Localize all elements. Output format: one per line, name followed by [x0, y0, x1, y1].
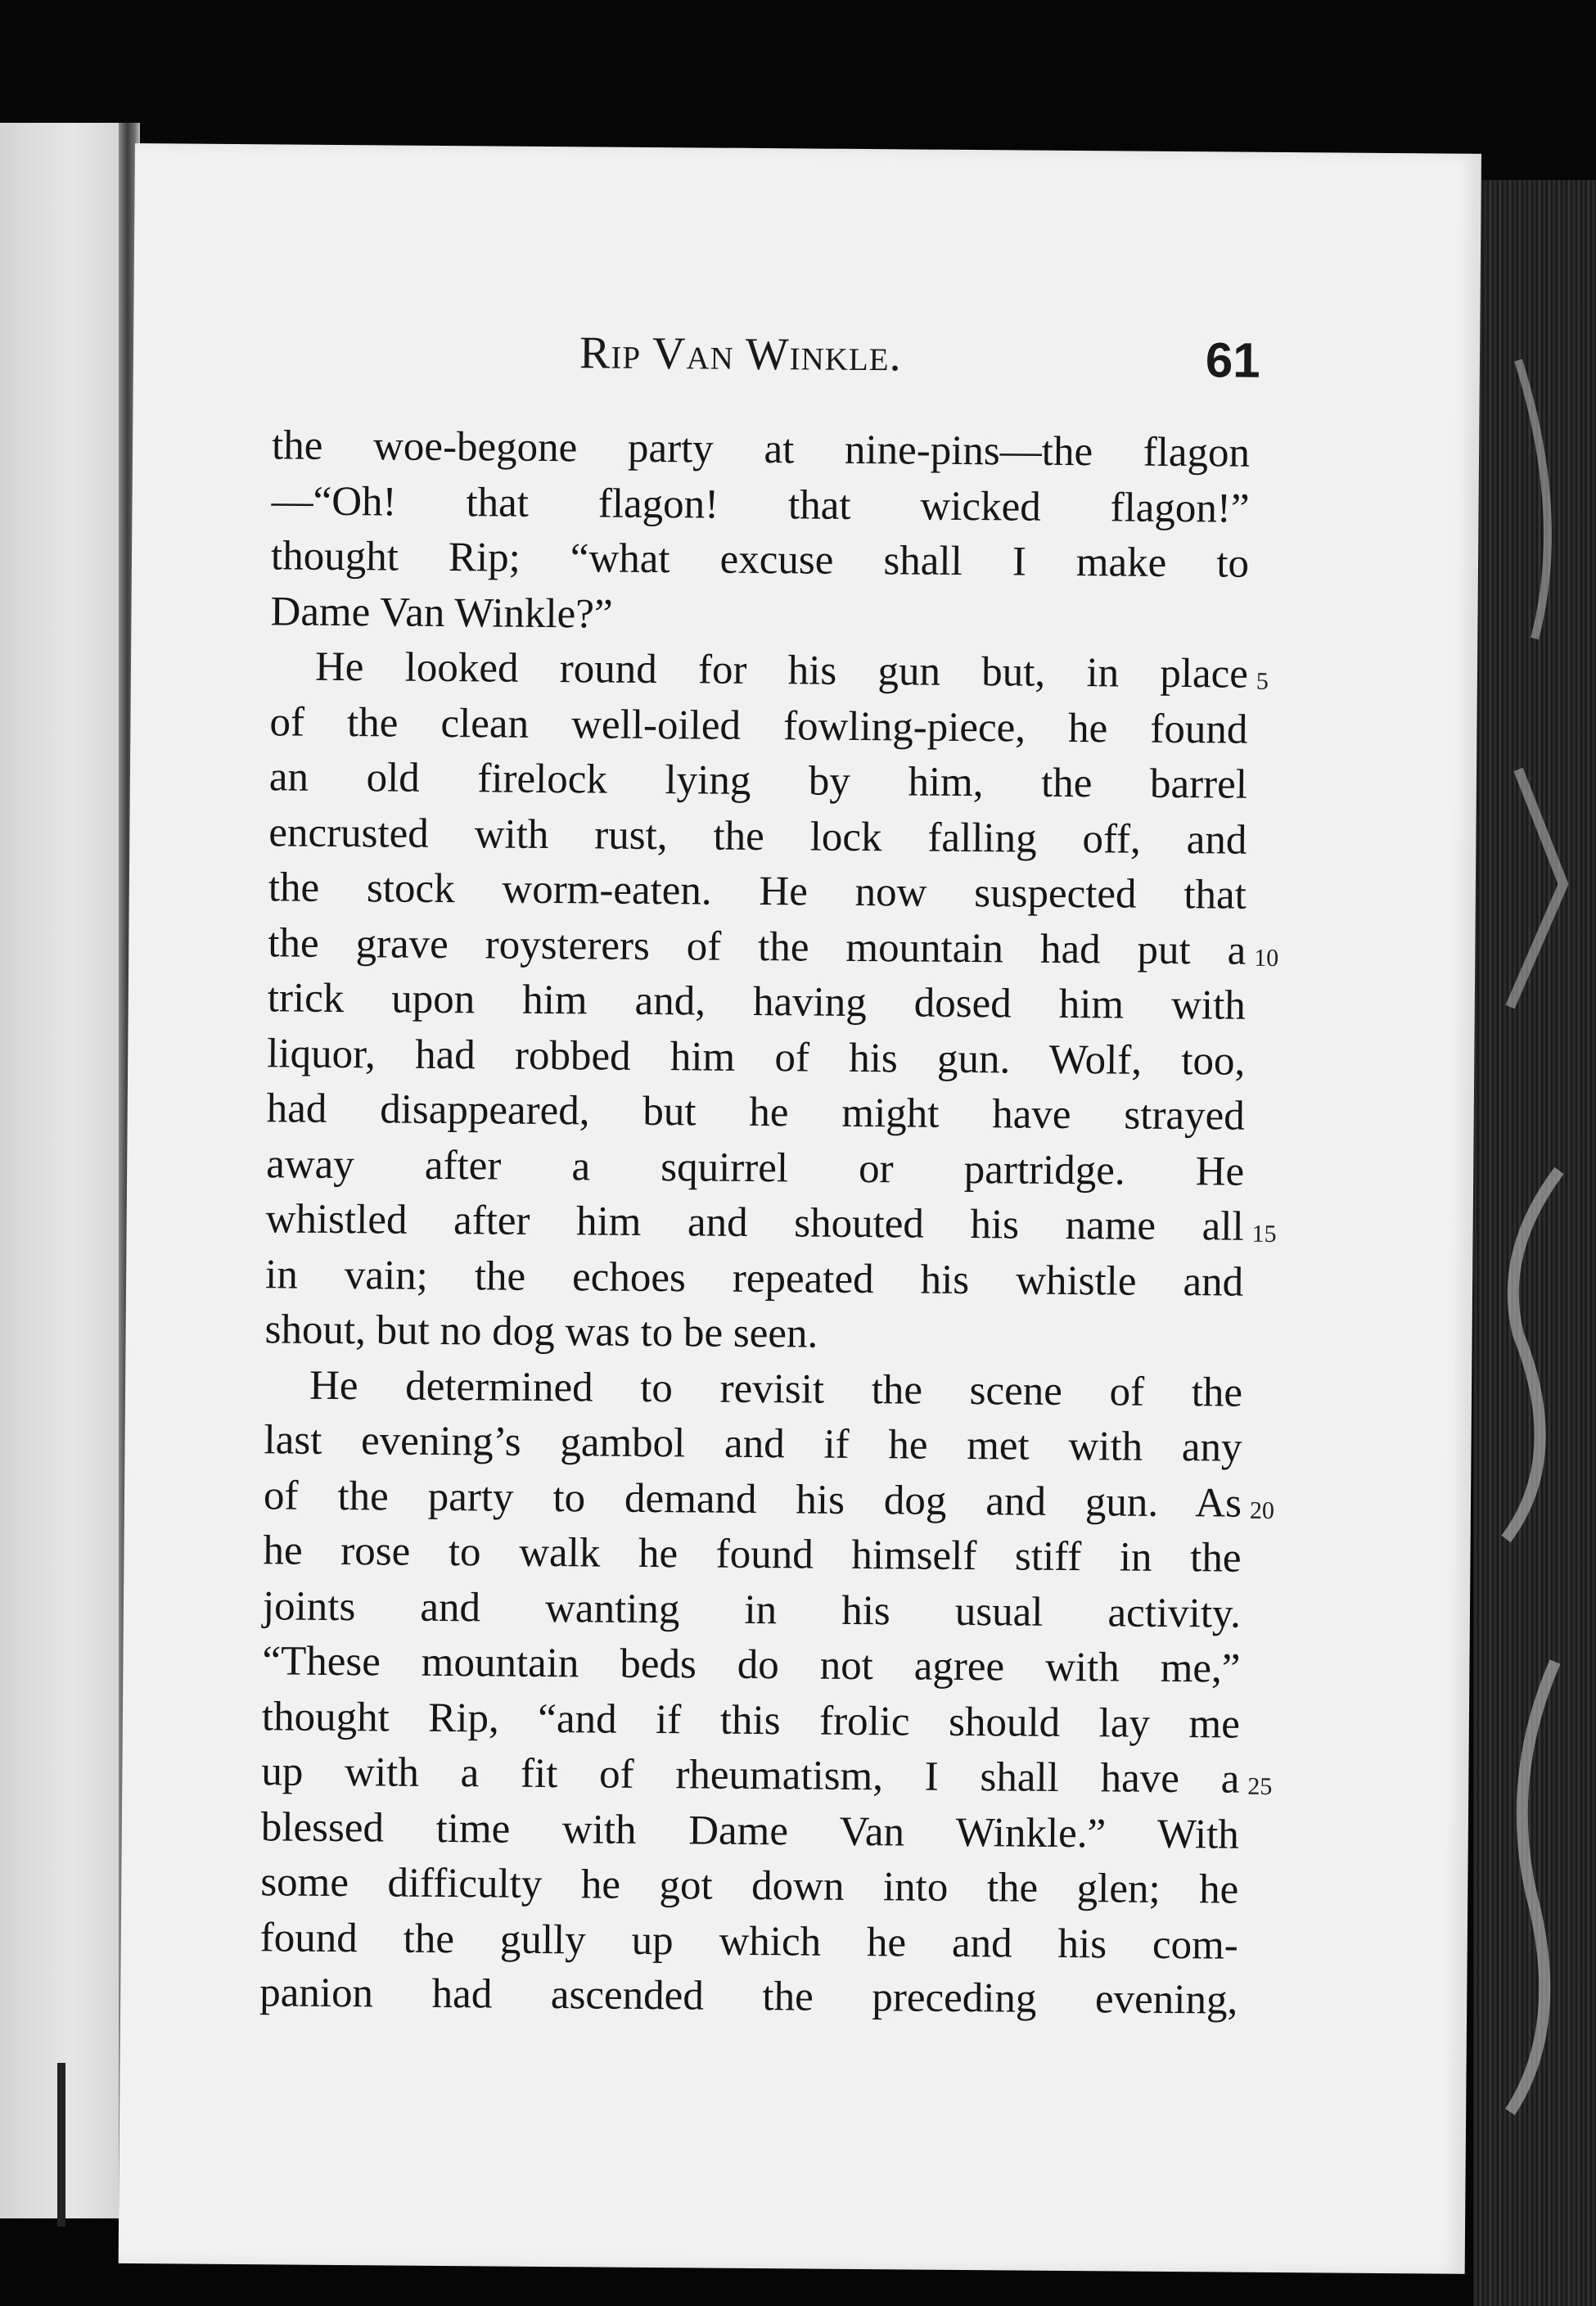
line-number: 15: [1251, 1220, 1277, 1248]
line-text: whistled after him and shouted his name all: [265, 1196, 1244, 1250]
gutter-shadow: [57, 2063, 65, 2227]
text-line: [272, 418, 1250, 481]
line-text: Dame Van Winkle?”: [270, 588, 613, 638]
text-line: [269, 695, 1247, 758]
line-text: —“Oh! that flagon! that wicked flagon!”: [271, 477, 1250, 532]
running-title: Rip Van Winkle.: [579, 327, 902, 381]
text-line: [261, 1800, 1239, 1863]
text-line: [271, 474, 1249, 537]
page-number: 61: [1205, 332, 1260, 388]
line-number: 10: [1254, 944, 1279, 972]
line-number: 5: [1256, 667, 1269, 695]
text-line: [263, 1469, 1275, 1532]
text-line: [262, 1634, 1240, 1697]
line-text: away after a squirrel or partridge. He: [265, 1140, 1245, 1195]
text-line: [266, 1081, 1244, 1144]
text-line: [260, 1855, 1238, 1918]
text-line: [264, 1302, 1242, 1365]
line-text: panion had ascended the preceding evening,: [259, 1970, 1238, 2024]
text-line: [264, 1358, 1242, 1421]
line-text: He determined to revisit the scene of the: [309, 1362, 1243, 1416]
line-text: blessed time with Dame Van Winkle.” With: [260, 1803, 1240, 1858]
text-line: [268, 971, 1246, 1034]
page-header: [133, 323, 1480, 416]
text-line: [266, 1137, 1244, 1200]
text-line: [263, 1523, 1241, 1586]
line-text: encrusted with rust, the lock falling off, and: [268, 809, 1247, 864]
line-number: 25: [1247, 1772, 1273, 1800]
text-line: [261, 1744, 1273, 1807]
line-text: last evening’s gambol and if he met with any: [264, 1417, 1242, 1471]
text-line: [267, 1027, 1245, 1090]
line-text: shout, but no dog was to be seen.: [264, 1306, 818, 1357]
line-text: the grave roysterers of the mountain had put a: [268, 919, 1247, 974]
line-text: some difficulty he got down into the glen; he: [260, 1859, 1239, 1913]
line-text: had disappeared, but he might have strayed: [266, 1085, 1245, 1139]
text-line: [263, 1579, 1241, 1642]
line-text: of the party to demand his dog and gun. As: [263, 1472, 1242, 1527]
line-text: joints and wanting in his usual activity.: [262, 1582, 1242, 1637]
text-line: [268, 916, 1279, 979]
text-line: [264, 1413, 1242, 1476]
line-text: he rose to walk he found himself stiff in the: [263, 1528, 1242, 1582]
body-text: [259, 418, 1279, 2028]
text-line: [271, 529, 1249, 592]
line-text: in vain; the echoes repeated his whistle and: [264, 1251, 1244, 1306]
line-text: He looked round for his gun but, in place: [314, 643, 1249, 697]
line-text: the stock worm-eaten. He now suspected that: [268, 864, 1247, 918]
text-line: [270, 584, 1248, 648]
text-line: [262, 1690, 1240, 1753]
spine-stamp-mark: [1486, 311, 1584, 2235]
line-text: trick upon him and, having dosed him with: [267, 975, 1246, 1029]
text-line: [265, 1248, 1243, 1311]
text-line: [270, 639, 1269, 702]
text-line: [269, 750, 1247, 813]
line-text: thought Rip; “what excuse shall I make to: [270, 533, 1250, 587]
book-page: [119, 143, 1481, 2274]
text-line: [259, 1965, 1238, 2028]
line-text: thought Rip, “and if this frolic should lay me: [261, 1693, 1241, 1748]
text-line: [268, 806, 1247, 869]
line-text: of the clean well-oiled fowling-piece, he found: [269, 698, 1248, 753]
text-line: [265, 1192, 1277, 1255]
text-line: [268, 860, 1247, 923]
line-text: up with a fit of rheumatism, I shall have a: [261, 1749, 1240, 1803]
text-line: [260, 1911, 1238, 1974]
line-text: liquor, had robbed him of his gun. Wolf, too,: [267, 1030, 1246, 1085]
line-text: “These mountain beds do not agree with me,”: [262, 1638, 1241, 1692]
line-text: an old firelock lying by him, the barrel: [268, 754, 1248, 808]
line-text: the woe-begone party at nine-pins—the flagon: [271, 422, 1251, 476]
previous-page-edge: [0, 123, 135, 2218]
line-text: found the gully up which he and his com-: [259, 1914, 1238, 1969]
line-number: 20: [1249, 1496, 1275, 1524]
